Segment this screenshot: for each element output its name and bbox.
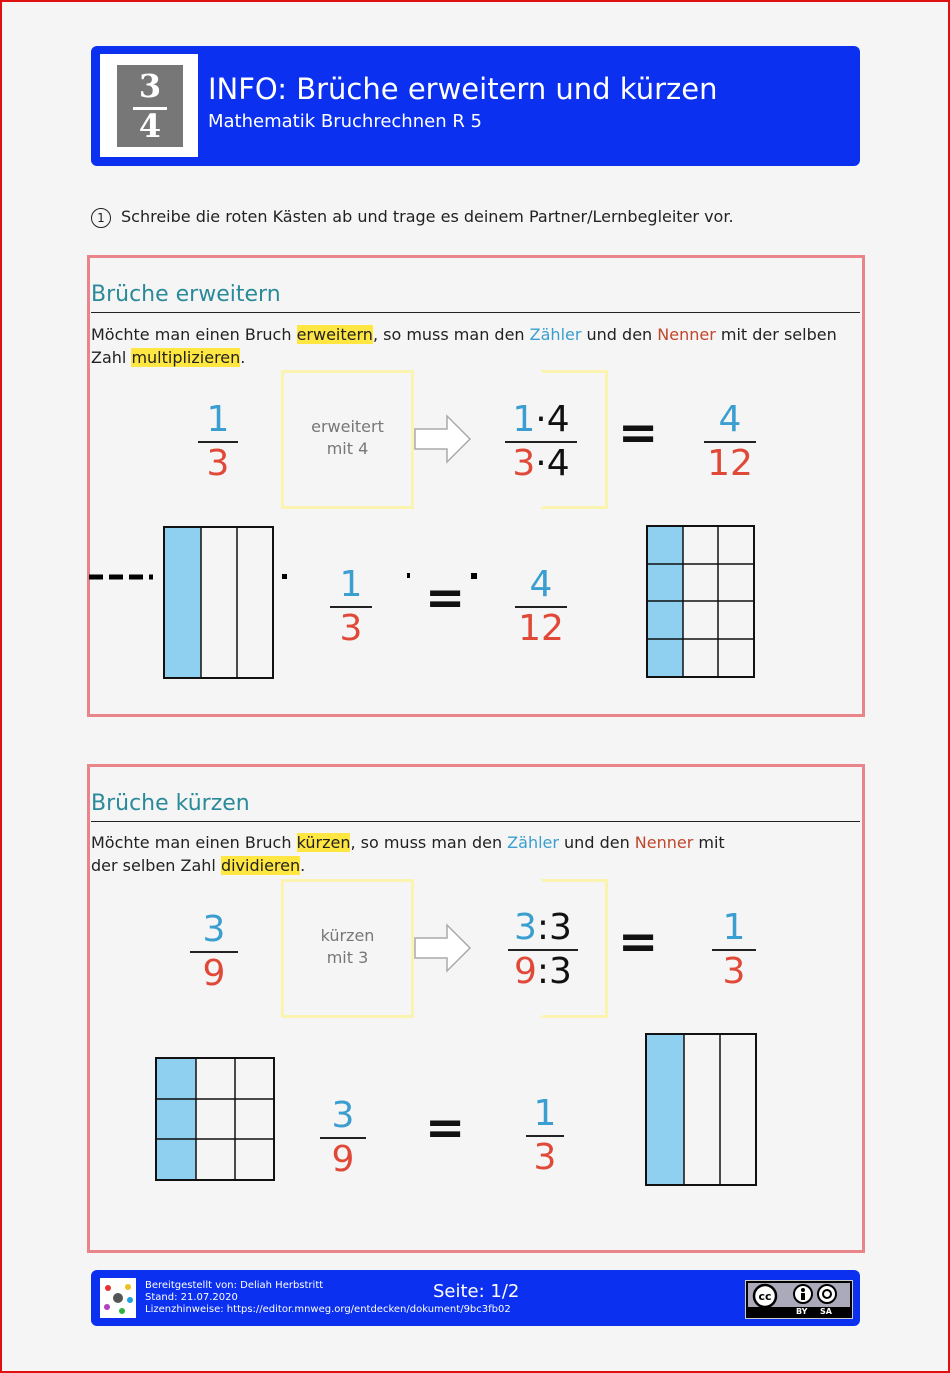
arrow-right-icon xyxy=(413,413,473,465)
arrow-right-icon xyxy=(413,922,473,974)
equals-sign-row2: = xyxy=(425,570,466,626)
equals-sign-row2: = xyxy=(425,1100,466,1156)
fraction-result-row2: 1 3 xyxy=(526,1094,564,1178)
fraction-calculation-erweitern: 1·4 3·4 xyxy=(505,400,577,484)
hint-label-erweitern: erweitert mit 4 xyxy=(311,417,384,458)
logo-denominator: 4 xyxy=(138,107,162,145)
page-number: Seite: 1/2 xyxy=(433,1281,520,1302)
fraction-one-third-row2: 1 3 xyxy=(330,565,372,649)
fraction-three-ninths-row2: 3 9 xyxy=(320,1096,366,1180)
fraction-bar-thirds xyxy=(644,1032,760,1188)
cc-by-label: BY xyxy=(796,1307,808,1316)
task-text: Schreibe die roten Kästen ab und trage es deinem Partner/Lernbegleiter vor. xyxy=(121,207,734,226)
cc-sa-label: SA xyxy=(820,1307,832,1316)
header-banner xyxy=(91,46,860,166)
section-title-erweitern: Brüche erweitern xyxy=(91,282,281,307)
fraction-one-third: 1 3 xyxy=(198,400,238,484)
fraction-result-row2: 4 12 xyxy=(515,565,567,649)
section-divider xyxy=(91,821,860,822)
page-subtitle: Mathematik Bruchrechnen R 5 xyxy=(208,111,483,132)
svg-text:cc: cc xyxy=(758,1290,772,1303)
fraction-grid-twelfths xyxy=(645,524,757,680)
section-divider xyxy=(91,312,860,313)
rule-text-erweitern: Möchte man einen Bruch erweitern, so muss man den Zähler und den Nenner mit der selben Zahl multiplizieren. xyxy=(91,325,837,367)
equals-sign: = xyxy=(618,914,659,970)
brand-logo-icon xyxy=(100,1278,136,1318)
equals-sign: = xyxy=(618,405,659,461)
fraction-calculation-kuerzen: 3:3 9:3 xyxy=(508,908,578,992)
fraction-result-erweitern: 4 12 xyxy=(704,400,756,484)
page-title: INFO: Brüche erweitern und kürzen xyxy=(208,72,718,106)
fraction-logo-icon xyxy=(117,65,183,147)
fraction-bar-thirds xyxy=(87,520,297,685)
hint-label-kuerzen: kürzen mit 3 xyxy=(320,926,375,967)
footer-author: Bereitgestellt von: Deliah Herbstritt xyxy=(145,1280,324,1291)
fraction-three-ninths: 3 9 xyxy=(190,910,238,994)
fraction-result-kuerzen: 1 3 xyxy=(712,908,756,992)
task-number: 1 xyxy=(91,208,111,228)
footer-license-link[interactable]: Lizenzhinweise: https://editor.mnweg.org/entdecken/dokument/9bc3fb02 xyxy=(145,1304,511,1315)
cc-license-badge-icon[interactable] xyxy=(745,1280,853,1319)
rule-text-kuerzen: Möchte man einen Bruch kürzen, so muss man den Zähler und den Nenner mit der selben Zahl dividieren. xyxy=(91,833,725,875)
section-title-kuerzen: Brüche kürzen xyxy=(91,791,250,816)
footer-date: Stand: 21.07.2020 xyxy=(145,1292,238,1303)
task-instruction xyxy=(91,207,734,228)
fraction-grid-ninths xyxy=(154,1056,278,1184)
logo-numerator: 3 xyxy=(138,67,162,105)
